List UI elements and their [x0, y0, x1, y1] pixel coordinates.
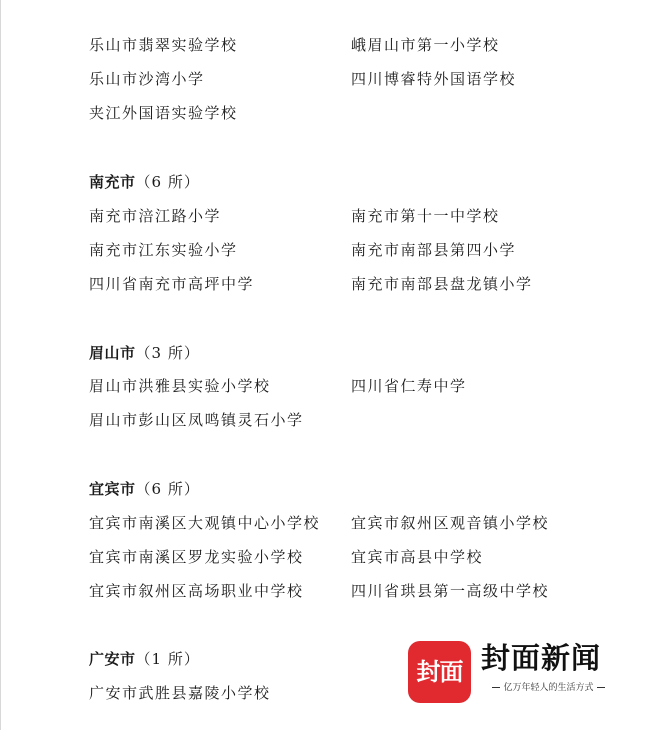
- city-heading: [89, 649, 200, 669]
- school-name: 宜宾市叙州区高场职业中学校: [89, 582, 304, 600]
- city-heading: [89, 172, 200, 192]
- school-name: 乐山市翡翠实验学校: [89, 36, 238, 54]
- school-count: （6 所）: [135, 480, 200, 498]
- school-name: 夹江外国语实验学校: [89, 104, 238, 122]
- left-border: [0, 0, 1, 730]
- school-name: 四川省珙县第一高级中学校: [351, 582, 550, 600]
- school-name: 南充市南部县第四小学: [351, 241, 517, 259]
- school-name: 眉山市洪雅县实验小学校: [89, 377, 271, 395]
- school-name: 四川省仁寿中学: [351, 377, 467, 395]
- city-name: 宜宾市: [89, 480, 136, 498]
- school-name: 南充市江东实验小学: [89, 241, 238, 259]
- slogan-text: 亿万年轻人的生活方式: [503, 683, 594, 693]
- school-name: 峨眉山市第一小学校: [351, 36, 500, 54]
- school-name: 南充市第十一中学校: [351, 207, 500, 225]
- school-name: 南充市涪江路小学: [89, 207, 222, 225]
- school-count: （6 所）: [135, 173, 200, 191]
- school-name: 宜宾市南溪区大观镇中心小学校: [89, 514, 321, 532]
- school-name: 宜宾市叙州区观音镇小学校: [351, 514, 550, 532]
- school-name: 四川博睿特外国语学校: [351, 70, 517, 88]
- slogan-dash-right: [597, 687, 605, 688]
- slogan-dash-left: [492, 687, 500, 688]
- school-name: 乐山市沙湾小学: [89, 70, 205, 88]
- school-name: 宜宾市南溪区罗龙实验小学校: [89, 548, 304, 566]
- city-name: 广安市: [89, 650, 136, 668]
- school-name: 南充市南部县盘龙镇小学: [351, 275, 533, 293]
- school-name: 四川省南充市高坪中学: [89, 275, 255, 293]
- school-count: （3 所）: [135, 344, 200, 362]
- logo-badge: 封面: [408, 641, 471, 703]
- logo-slogan: [481, 682, 616, 694]
- school-name: 广安市武胜县嘉陵小学校: [89, 684, 271, 702]
- cover-news-logo: [408, 638, 618, 704]
- school-name: 宜宾市高县中学校: [351, 548, 484, 566]
- logo-brand-name: 封面新闻: [481, 641, 602, 675]
- city-heading: [89, 343, 200, 363]
- school-name: 眉山市彭山区凤鸣镇灵石小学: [89, 411, 304, 429]
- city-heading: [89, 479, 200, 499]
- city-name: 南充市: [89, 173, 136, 191]
- city-name: 眉山市: [89, 344, 136, 362]
- school-count: （1 所）: [135, 650, 200, 668]
